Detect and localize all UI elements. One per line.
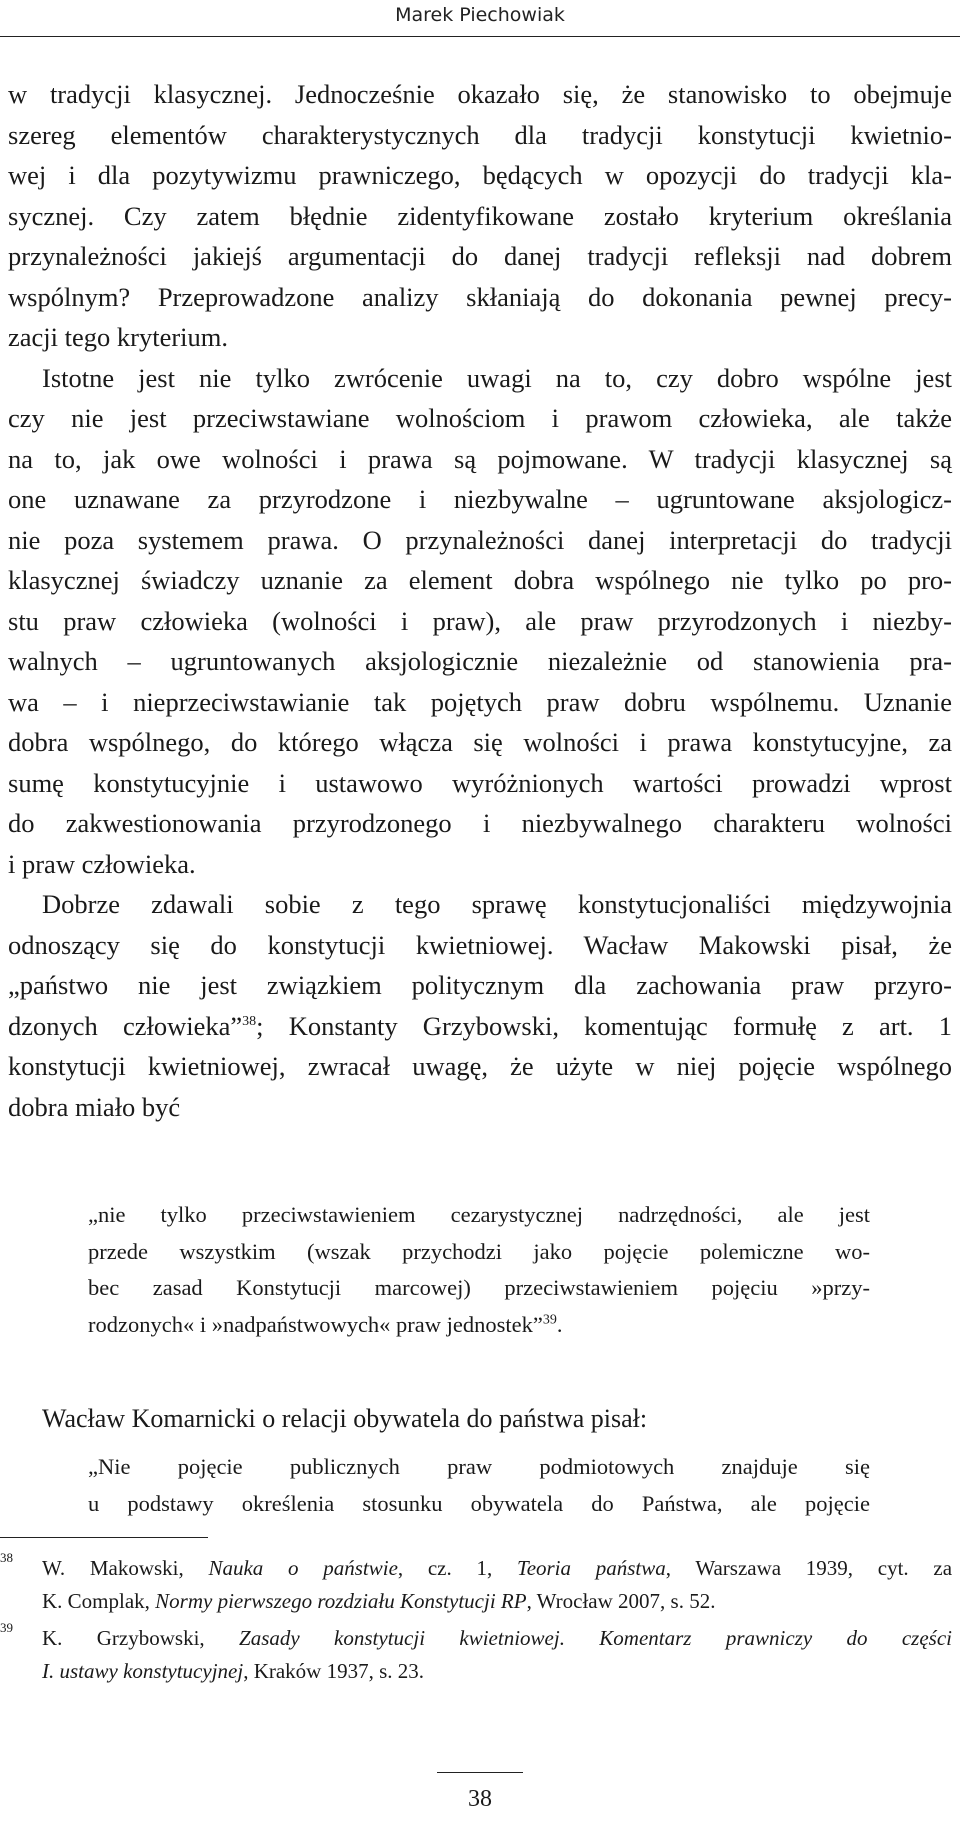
book-title: Zasady konstytucji kwietniowej. Komentarz prawniczy do części [239, 1626, 952, 1650]
text-line: sycznej. Czy zatem błędnie zidentyfikowane zostało kryterium określania [8, 200, 952, 231]
text-line: na to, jak owe wolności i prawa są pojmowane. W tradycji klasycznej są [8, 443, 952, 474]
block-quote-1 [88, 1197, 870, 1343]
text-line: dobra miało być [8, 1091, 181, 1122]
text-segment: , Wrocław 2007, s. 52. [526, 1589, 716, 1613]
text-line: sumę konstytucyjnie i ustawowo wyróżnionych wartości prowadzi wprost [8, 767, 952, 798]
text-line: odnoszący się do konstytucji kwietniowej. Wacław Makowski pisał, że [8, 929, 952, 960]
footnote-text [42, 1622, 952, 1688]
book-title: Teoria państwa [516, 1556, 666, 1580]
text-line: przynależności jakiejś argumentacji do danej tradycji refleksji nad dobrem [8, 241, 952, 271]
text-line: do zakwestionowania przyrodzonego i niezbywalnego charakteru wolności [8, 808, 952, 838]
page-number-rule [437, 1772, 523, 1773]
text-line: i praw człowieka. [8, 848, 196, 879]
quote-line: bec zasad Konstytucji marcowej) przeciwstawieniem pojęciu »przy- [88, 1275, 870, 1300]
text-line: klasycznej świadczy uznanie za element dobra wspólnego nie tylko po pro- [8, 565, 952, 595]
quote-line: przede wszystkim (wszak przychodzi jako pojęcie polemiczne wo- [88, 1238, 870, 1264]
quote-line [88, 1307, 870, 1344]
text-line: w tradycji klasycznej. Jednocześnie okazało się, że stanowisko to obejmuje [8, 79, 952, 109]
text-segment: K. Grzybowski, [42, 1626, 240, 1650]
quote-line: u podstawy określenia stosunku obywatela do Państwa, ale pojęcie [88, 1490, 870, 1516]
footnote-line [42, 1655, 952, 1688]
text-segment: , Warszawa 1939, cyt. za [665, 1556, 953, 1580]
text-line: wej i dla pozytywizmu prawniczego, będących w opozycji do tradycji kla- [8, 160, 952, 190]
paragraph-1 [8, 74, 952, 358]
text-segment: , Kraków 1937, s. 23. [243, 1659, 425, 1683]
page-number: 38 [468, 1786, 492, 1812]
footnotes [0, 1552, 952, 1692]
header-rule [0, 36, 960, 37]
text-line: wspólnym? Przeprowadzone analizy skłaniają do dokonania pewnej precy- [8, 281, 952, 312]
text-line [8, 1006, 952, 1047]
text-line: czy nie jest przeciwstawiane wolnościom i prawom człowieka, ale także [8, 403, 952, 433]
book-title: Normy pierwszego rozdziału Konstytucji RP [155, 1589, 527, 1613]
footnote-text [42, 1552, 952, 1618]
text-line: nie poza systemem prawa. O przynależności danej interpretacji do tradycji [8, 524, 952, 555]
footnote-line [42, 1585, 952, 1618]
footnote-ref-38[interactable]: 38 [242, 1013, 257, 1029]
paragraph-2 [8, 358, 952, 885]
text-line: szereg elementów charakterystycznych dla tradycji konstytucji kwietnio- [8, 119, 952, 150]
footnote-38 [0, 1552, 952, 1618]
footnote-number: 39 [0, 1620, 13, 1635]
text-line: stu praw człowieka (wolności i praw), ale praw przyrodzonych i niezby- [8, 605, 952, 636]
text-segment: K. Complak, [42, 1589, 156, 1613]
main-text [8, 74, 952, 1127]
footnote-number: 38 [0, 1550, 13, 1565]
footnote-ref-39[interactable]: 39 [542, 1312, 557, 1327]
block-quote-2 [88, 1449, 870, 1522]
book-title: Nauka o państwie [208, 1556, 398, 1580]
running-head: Marek Piechowiak [395, 4, 565, 26]
text-line: dobra wspólnego, do którego włącza się wolności i prawa konstytucyjne, za [8, 727, 952, 757]
paragraph-3 [8, 884, 952, 1127]
text-line: wa – i nieprzeciwstawianie tak pojętych praw dobru wspólnemu. Uznanie [8, 686, 952, 717]
footnote-line [42, 1552, 952, 1585]
text-segment: dzonych człowieka” [8, 1010, 243, 1041]
text-line: Dobrze zdawali sobie z tego sprawę konstytucjonaliści międzywojnia [42, 889, 952, 919]
lead-in-line: Wacław Komarnicki o relacji obywatela do państwa pisał: [42, 1404, 648, 1433]
quote-line: „nie tylko przeciwstawieniem cezarystycznej nadrzędności, ale jest [88, 1202, 870, 1227]
text-segment: W. Makowski, [42, 1556, 209, 1580]
book-title: I. ustawy konstytucyjnej [42, 1659, 244, 1683]
quote-line: „Nie pojęcie publicznych praw podmiotowych znajduje się [88, 1454, 870, 1479]
text-line: zacji tego kryterium. [8, 322, 229, 352]
text-line: walnych – ugruntowanych aksjologicznie niezależnie od stanowienia pra- [8, 646, 952, 676]
footnote-rule [0, 1537, 208, 1538]
text-segment: rodzonych« i »nadpaństwowych« praw jednostek” [88, 1311, 543, 1337]
footnote-line [42, 1622, 952, 1655]
footnote-39 [0, 1622, 952, 1688]
text-segment: . [556, 1311, 563, 1337]
text-segment: ; Konstanty Grzybowski, komentując formułę z art. 1 [256, 1010, 952, 1041]
text-segment: , cz. 1, [397, 1556, 517, 1580]
text-line: one uznawane za przyrodzone i niezbywalne – ugruntowane aksjologicz- [8, 484, 952, 514]
text-line: konstytucji kwietniowej, zwracał uwagę, że użyte w niej pojęcie wspólnego [8, 1051, 952, 1081]
text-line: „państwo nie jest związkiem politycznym dla zachowania praw przyro- [8, 970, 952, 1000]
text-line: Istotne jest nie tylko zwrócenie uwagi na to, czy dobro wspólne jest [42, 362, 952, 393]
